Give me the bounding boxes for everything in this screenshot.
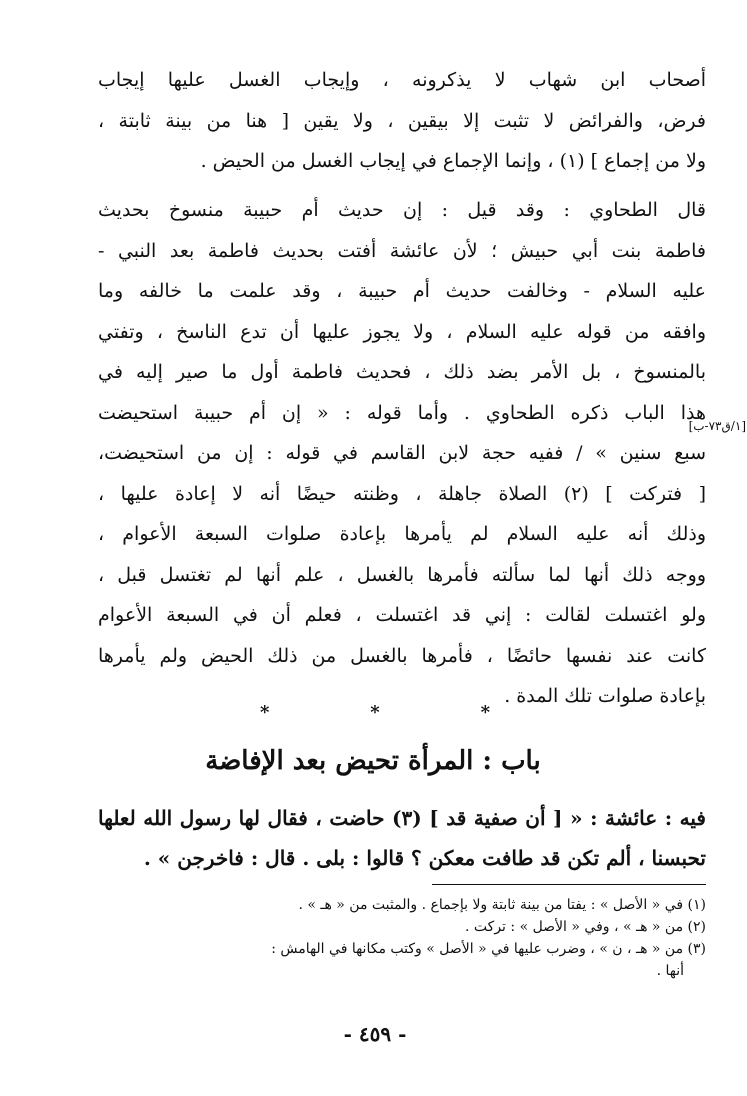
text-line: وذلك أنه عليه السلام لم يأمرها بإعادة صلوات السبعة الأعوام ، <box>98 523 706 545</box>
manuscript-folio-note: [١/ق٧٣-ب] <box>688 419 746 433</box>
text-line: قال الطحاوي : وقد قيل : إن حديث أم حبيبة منسوخ بحديث <box>98 199 706 221</box>
text-line: فاطمة بنت أبي حبيش ؛ لأن عائشة أفتت بحديث فاطمة بعد النبي - <box>98 239 706 262</box>
text-line: بالمنسوخ ، بل الأمر بضد ذلك ، فحديث فاطمة أول ما صير إليه في <box>98 361 706 383</box>
text-line: فرض، والفرائض لا تثبت إلا بيقين ، ولا يقين [ هنا من بينة ثابتة ، <box>98 109 706 132</box>
text-line: عليه السلام - وخالفت حديث أم حبيبة ، وقد علمت ما خالفه وما <box>98 280 706 302</box>
chapter-title: باب : المرأة تحيض بعد الإفاضة <box>205 746 541 776</box>
footnote-divider <box>432 884 706 885</box>
separator-star: * <box>480 702 490 723</box>
text-line: ولا من إجماع ] (١) ، وإنما الإجماع في إيجاب الغسل من الحيض . <box>200 150 706 172</box>
section-separator <box>260 702 490 723</box>
text-line: سبع سنين » / ففيه حجة لابن القاسم في قوله : إن من استحيضت، <box>98 442 706 464</box>
paragraph-1 <box>98 60 706 182</box>
text-line: بإعادة صلوات تلك المدة . <box>504 685 706 707</box>
footnote: (٢) من « هـ » ، وفي « الأصل » : تركت . <box>465 919 706 935</box>
footnote-continuation: أنها . <box>656 963 684 979</box>
text-line: كانت عند نفسها حائضًا ، فأمرها بالغسل من ذلك الحيض ولم يأمرها <box>98 644 706 667</box>
text-line: وافقه من قوله عليه السلام ، ولا يجوز عليها أن تدع الناسخ ، وتفتي <box>98 320 706 343</box>
footnotes <box>98 894 706 982</box>
paragraph-2 <box>98 190 706 717</box>
text-line: ووجه ذلك أنها لما سألته فأمرها بالغسل ، علم أنها لم تغتسل قبل ، <box>98 563 706 586</box>
text-line: ولو اغتسلت لقالت : إني قد اغتسلت ، فعلم أن في السبعة الأعوام <box>98 604 706 626</box>
text-line: تحبسنا ، ألم تكن قد طافت معكن ؟ قالوا : بلى . قال : فاخرجن » . <box>143 846 706 870</box>
text-line: [ فتركت ] (٢) الصلاة جاهلة ، وظنته حيضًا أنه لا إعادة عليها ، <box>98 482 706 505</box>
text-line: أصحاب ابن شهاب لا يذكرونه ، وإيجاب الغسل عليها إيجاب <box>98 69 706 91</box>
page-number: - ٤٥٩ - <box>343 1022 407 1046</box>
text-line: فيه : عائشة : « [ أن صفية قد ] (٣) حاضت ، فقال لها رسول الله لعلها <box>98 806 706 830</box>
footnote: (٣) من « هـ ، ن » ، وضرب عليها في « الأصل » وكتب مكانها في الهامش : <box>271 941 706 957</box>
separator-star: * <box>370 702 380 723</box>
footnote: (١) في « الأصل » : يفتا من بينة ثابتة ولا بإجماع . والمثبت من « هـ » . <box>298 897 706 913</box>
separator-star: * <box>260 702 270 723</box>
hadith-text <box>98 798 706 878</box>
text-line: هذا الباب ذكره الطحاوي . وأما قوله : « إن أم حبيبة استحيضت <box>98 401 706 424</box>
